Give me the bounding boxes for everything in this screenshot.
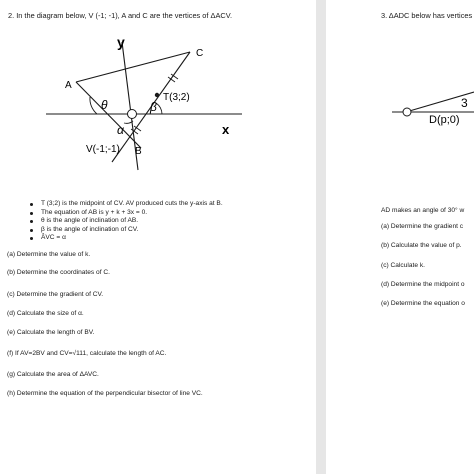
label-3: 3: [461, 96, 468, 110]
q3-part-b: (b) Calculate the value of p.: [381, 242, 462, 249]
list-item: β is the angle of inclination of CV.: [27, 226, 223, 235]
list-item: T (3;2) is the midpoint of CV. AV produced cuts the y-axis at B.: [27, 200, 223, 209]
point-T-label: T(3;2): [163, 92, 190, 103]
right-worksheet-page: [326, 0, 474, 474]
q3-part-d: (d) Determine the midpoint o: [381, 281, 465, 288]
part-c: (c) Determine the gradient of CV.: [7, 291, 104, 298]
part-d: (d) Calculate the size of α.: [7, 310, 84, 317]
vertex-V-label: V(-1;-1): [86, 144, 120, 155]
page-gutter: [316, 0, 326, 474]
part-b: (b) Determine the coordinates of C.: [7, 269, 110, 276]
question-2-diagram: [0, 28, 316, 198]
point-D-marker: [403, 108, 411, 116]
part-f: (f) If AV=2BV and CV=√111, calculate the length of AC.: [7, 350, 167, 357]
x-axis-label: x: [222, 122, 230, 137]
point-B-label: B: [135, 146, 142, 157]
question-3-diagram: [326, 88, 474, 148]
alpha-label: α: [117, 123, 124, 137]
part-e: (e) Calculate the length of BV.: [7, 329, 95, 336]
vertex-A-label: A: [65, 80, 72, 91]
q3-part-c: (c) Calculate k.: [381, 262, 425, 269]
given-information-list: [27, 200, 223, 243]
list-item: θ is the angle of inclination of AB.: [27, 217, 223, 226]
point-T: [155, 93, 159, 97]
origin-marker: [128, 110, 137, 119]
part-g: (g) Calculate the area of ΔAVC.: [7, 371, 99, 378]
line-AC: [76, 52, 190, 82]
point-D-label: D(p;0): [429, 114, 460, 126]
theta-label: θ: [101, 98, 108, 112]
question-3-title: 3. ΔADC below has vertices: [381, 11, 473, 20]
y-axis-label: y: [117, 34, 125, 50]
list-item: ÂVC = α: [27, 234, 223, 243]
q3-part-e: (e) Determine the equation o: [381, 300, 465, 307]
list-item: The equation of AB is y + k + 3x = 0.: [27, 209, 223, 218]
beta-label: β: [150, 100, 157, 114]
part-h: (h) Determine the equation of the perpendicular bisector of line VC.: [7, 390, 203, 397]
beta-arc: [156, 103, 162, 114]
vertex-C-label: C: [196, 48, 204, 59]
q3-part-a: (a) Determine the gradient c: [381, 223, 464, 230]
part-a: (a) Determine the value of k.: [7, 251, 91, 258]
question-3-intro: AD makes an angle of 30° w: [381, 207, 465, 214]
question-2-title: 2. In the diagram below, V (-1; -1), A and C are the vertices of ΔACV.: [8, 11, 233, 20]
